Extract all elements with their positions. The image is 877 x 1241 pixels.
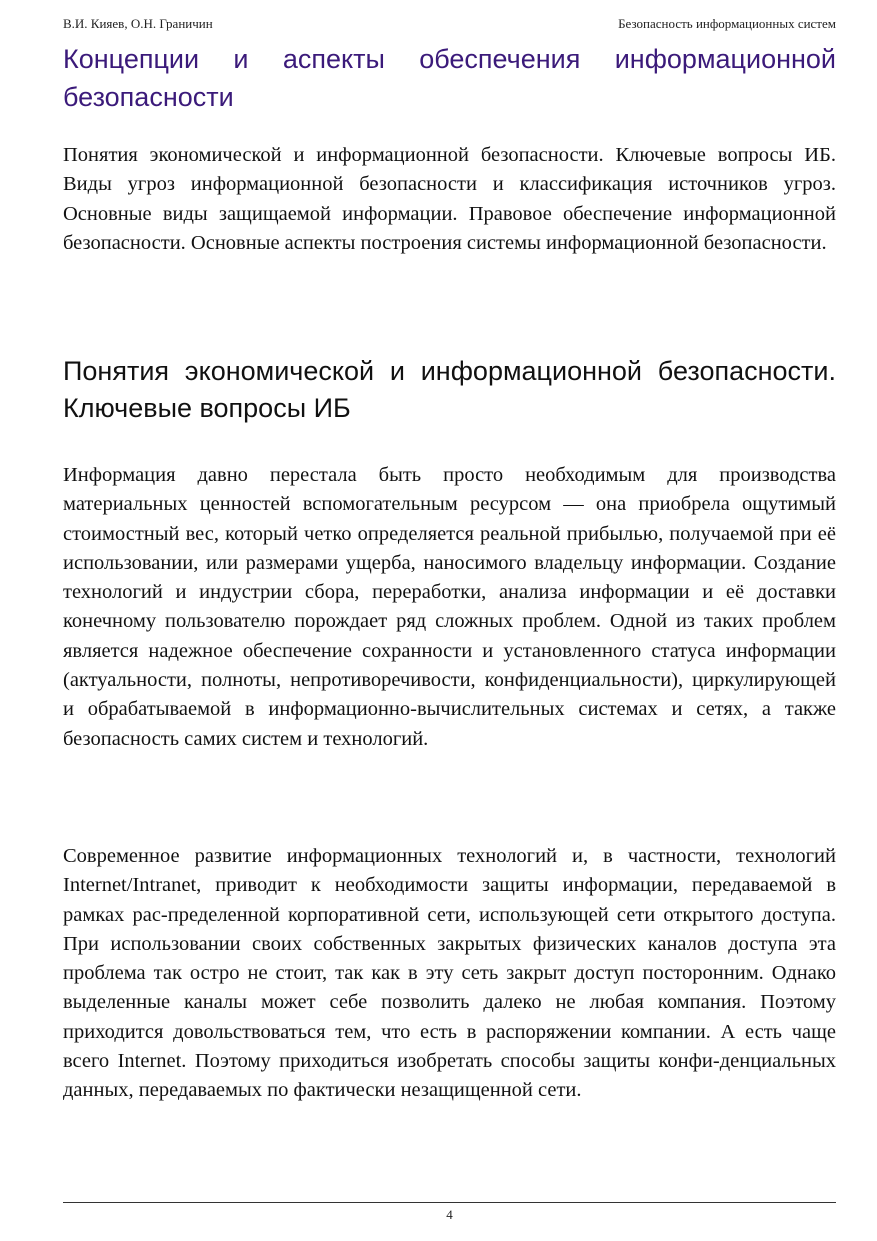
page-number: 4 [446, 1207, 453, 1222]
document-page [63, 0, 836, 1241]
footer-divider [63, 1202, 836, 1203]
abstract-paragraph: Понятия экономической и информационной безопасности. Ключевые вопросы ИБ. Виды угроз информационной безопасности и классификация источников угроз. Основные виды защищаемой информации. Правовое обеспечение информационной безопасности. Основные аспекты построения системы информационной безопасности. [63, 144, 836, 254]
page-title: Концепции и аспекты обеспечения информационной безопасности [63, 44, 836, 112]
header-course-title: Безопасность информационных систем [618, 16, 836, 31]
body-paragraph-2: Современное развитие информационных технологий и, в частности, технологий Internet/Intranet, приводит к необходимости защиты информации, передаваемой в рамках рас-пределенной корпоративной сети, использующей сети открытого доступа. При использовании своих собственных закрытых физических каналов доступа эта проблема так остро не стоит, так как в эту сеть закрыт доступ посторонним. Однако выделенные каналы может себе позволить далеко не любая компания. Поэтому приходится довольствоваться тем, что есть в распоряжении компании. А есть чаще всего Internet. Поэтому приходиться изобретать способы защиты конфи-денциальных данных, передаваемых по фактически незащищенной сети. [63, 845, 836, 1102]
section-heading: Понятия экономической и информационной безопасности. Ключевые вопросы ИБ [63, 356, 836, 423]
header-authors: В.И. Кияев, О.Н. Граничин [63, 16, 213, 31]
body-paragraph-1: Информация давно перестала быть просто необходимым для производства материальных ценностей вспомогательным ресурсом — она приобрела ощутимый стоимостный вес, который четко определяется реальной прибылью, получаемой при её использовании, или размерами ущерба, наносимого владельцу информации. Создание технологий и индустрии сбора, переработки, анализа информации и её доставки конечному пользователю порождает ряд сложных проблем. Одной из таких проблем является надежное обеспечение сохранности и установленного статуса информации (актуальности, полноты, непротиворечивости, конфиденциальности), циркулирующей и обрабатываемой в информационно-вычислительных системах и сетях, а также безопасность самих систем и технологий. [63, 464, 836, 750]
running-header [63, 16, 836, 32]
